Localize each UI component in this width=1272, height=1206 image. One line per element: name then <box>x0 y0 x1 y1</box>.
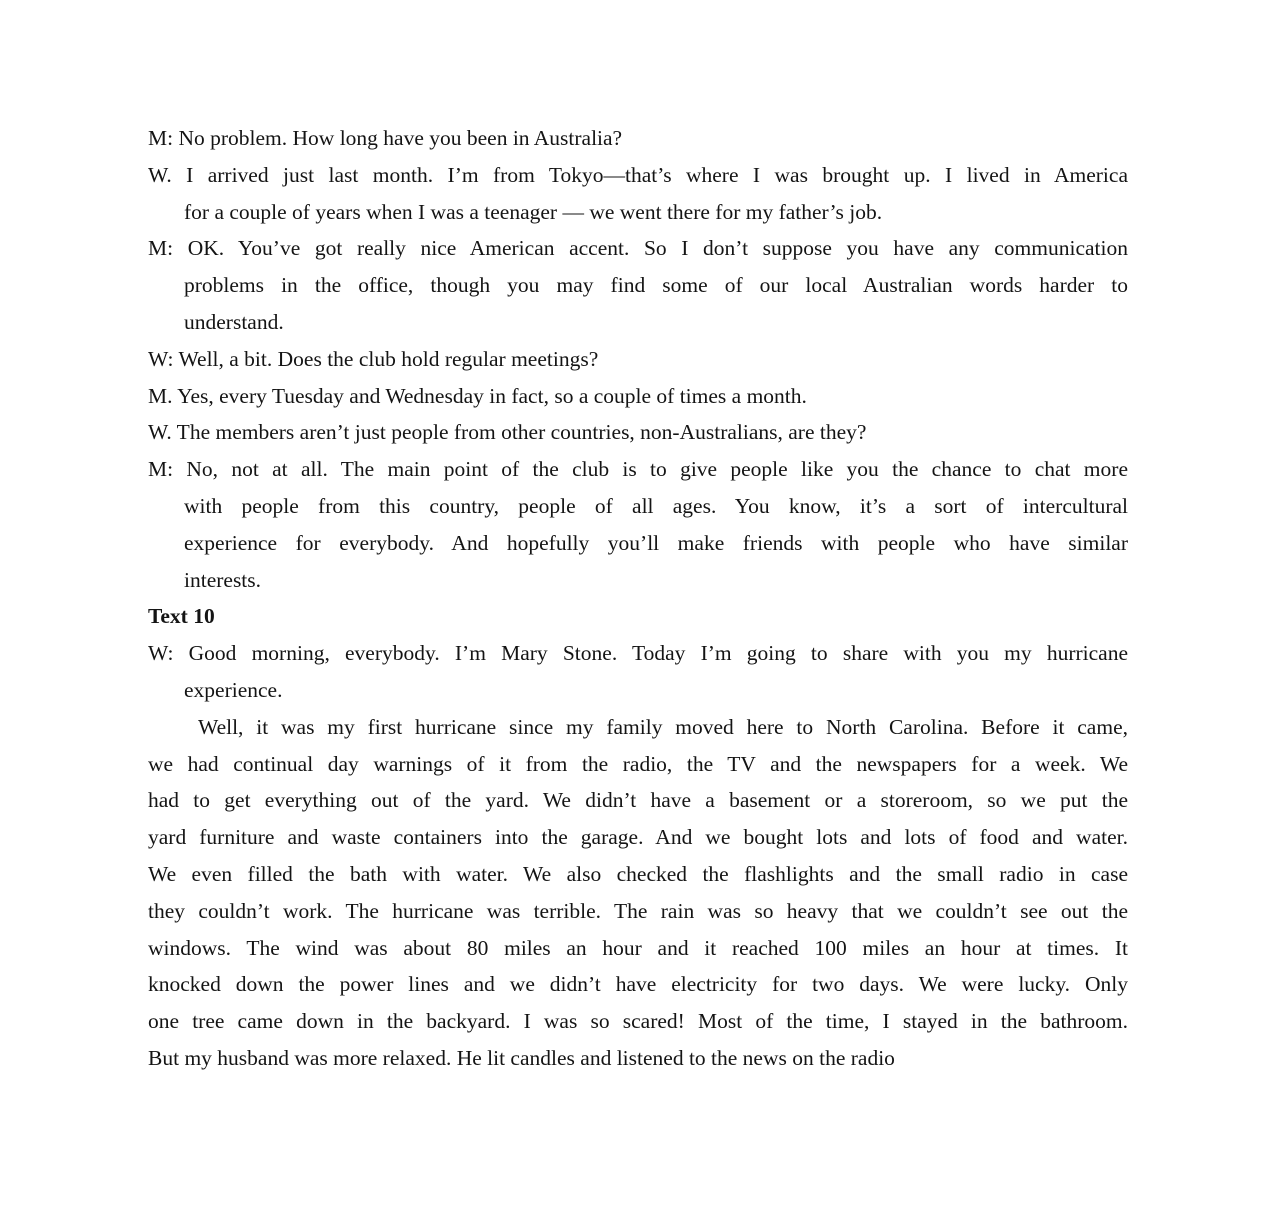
dialogue-turn <box>148 414 1128 451</box>
document-page <box>148 120 1128 1077</box>
narrative-line: one tree came down in the backyard. I was so scared! Most of the time, I stayed in the bathroom. <box>148 1009 1128 1034</box>
dialogue-line: W. I arrived just last month. I’m from Tokyo—that’s where I was brought up. I lived in America <box>148 162 1128 187</box>
dialogue-line: experience. <box>184 677 283 702</box>
dialogue-turn <box>148 378 1128 415</box>
dialogue-line: W. The members aren’t just people from other countries, non-Australians, are they? <box>148 420 867 445</box>
dialogue-line: M: No, not at all. The main point of the club is to give people like you the chance to chat more <box>148 457 1128 482</box>
narrative-paragraph <box>148 709 1128 1077</box>
dialogue-turn <box>148 157 1128 231</box>
dialogue-line: M: OK. You’ve got really nice American accent. So I don’t suppose you have any communication <box>148 236 1128 261</box>
narrative-line: But my husband was more relaxed. He lit candles and listened to the news on the radio <box>148 1045 895 1070</box>
narrative-line: they couldn’t work. The hurricane was terrible. The rain was so heavy that we couldn’t see out the <box>148 898 1128 923</box>
narrative-line: knocked down the power lines and we didn’t have electricity for two days. We were lucky. Only <box>148 972 1128 997</box>
narrative-line: yard furniture and waste containers into the garage. And we bought lots and lots of food and water. <box>148 825 1128 850</box>
dialogue-turn <box>148 120 1128 157</box>
dialogue-line: interests. <box>184 567 262 592</box>
dialogue-turn <box>148 635 1128 709</box>
narrative-line: Well, it was my first hurricane since my family moved here to North Carolina. Before it came, <box>198 714 1128 739</box>
dialogue-line: M. Yes, every Tuesday and Wednesday in fact, so a couple of times a month. <box>148 383 807 408</box>
dialogue-turn <box>148 230 1128 340</box>
narrative-line: had to get everything out of the yard. We didn’t have a basement or a storeroom, so we put the <box>148 788 1128 813</box>
dialogue-line: understand. <box>184 309 284 334</box>
narrative-line: windows. The wind was about 80 miles an hour and it reached 100 miles an hour at times. It <box>148 935 1128 960</box>
dialogue-turn <box>148 451 1128 598</box>
dialogue-line: W: Good morning, everybody. I’m Mary Stone. Today I’m going to share with you my hurricane <box>148 641 1128 666</box>
dialogue-line: W: Well, a bit. Does the club hold regular meetings? <box>148 346 599 371</box>
dialogue-line: experience for everybody. And hopefully you’ll make friends with people who have similar <box>184 530 1128 555</box>
dialogue-line: with people from this country, people of all ages. You know, it’s a sort of intercultural <box>184 493 1128 518</box>
dialogue-line: M: No problem. How long have you been in Australia? <box>148 126 623 150</box>
narrative-line: we had continual day warnings of it from the radio, the TV and the newspapers for a week. We <box>148 751 1128 776</box>
dialogue-line: problems in the office, though you may find some of our local Australian words harder to <box>184 273 1128 298</box>
dialogue-line: for a couple of years when I was a teenager — we went there for my father’s job. <box>184 199 883 224</box>
dialogue-part-1 <box>148 120 1128 598</box>
narrative-line: We even filled the bath with water. We also checked the flashlights and the small radio in case <box>148 861 1128 886</box>
dialogue-part-2 <box>148 635 1128 709</box>
section-heading: Text 10 <box>148 604 215 629</box>
dialogue-turn <box>148 341 1128 378</box>
